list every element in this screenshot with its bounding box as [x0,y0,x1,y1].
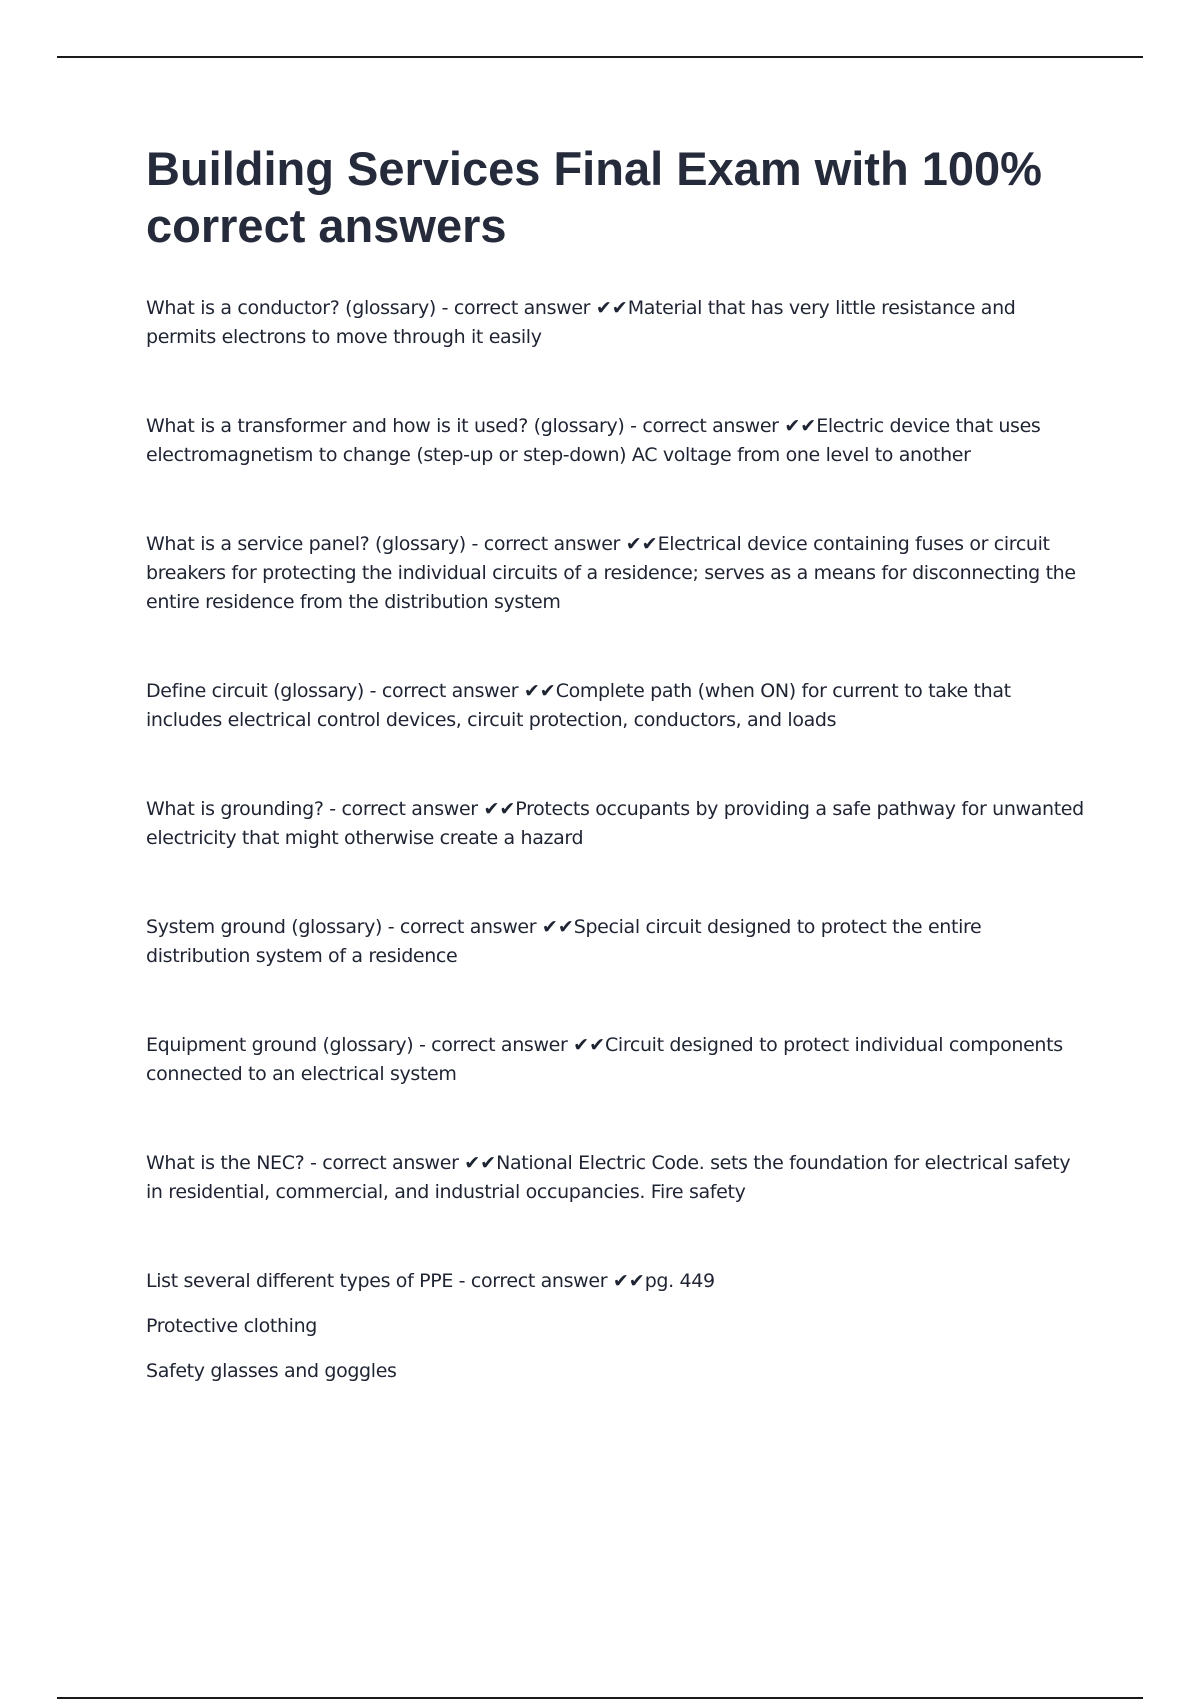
answer-separator: - correct answer [323,798,484,820]
answer-text: Electrical device containing fuses or circuit breakers for protecting the individual circuits of a residence; serves as a means for disconnecting the entire residence from the distribution system [146,533,1076,613]
question-text: System ground (glossary) [146,916,383,938]
check-mark-icon: ✔✔ [464,1152,497,1174]
answer-text: Electric device that uses electromagnetism to change (step-up or step-down) AC voltage from one level to another [146,415,1041,466]
document-body [146,140,1086,1402]
answer-text: Circuit designed to protect individual components connected to an electrical system [146,1034,1063,1085]
check-mark-icon: ✔✔ [523,680,556,702]
qa-item [146,294,1086,352]
answer-text: Special circuit designed to protect the entire distribution system of a residence [146,916,982,967]
question-text: What is a conductor? (glossary) [146,297,436,319]
qa-item [146,677,1086,735]
question-text: Equipment ground (glossary) [146,1034,414,1056]
answer-text: National Electric Code. sets the foundation for electrical safety in residential, commercial, and industrial occupancies. Fire safety [146,1152,1071,1203]
question-text: List several different types of PPE [146,1270,453,1292]
question-text: Define circuit (glossary) [146,680,364,702]
qa-item [146,1267,1086,1296]
qa-item [146,1031,1086,1089]
question-text: What is a service panel? (glossary) [146,533,466,555]
bottom-rule [57,1697,1143,1699]
qa-item [146,1149,1086,1207]
answer-separator: - correct answer [435,297,596,319]
answer-text: Material that has very little resistance and permits electrons to move through it easily [146,297,1016,348]
qa-item [146,530,1086,617]
check-mark-icon: ✔✔ [483,798,516,820]
qa-item [146,795,1086,853]
qa-item [146,412,1086,470]
check-mark-icon: ✔✔ [612,1270,645,1292]
qa-item [146,913,1086,971]
answer-separator: - correct answer [624,415,785,437]
answer-separator: - correct answer [363,680,524,702]
question-text: What is a transformer and how is it used? (glossary) [146,415,625,437]
answer-text: Protects occupants by providing a safe pathway for unwanted electricity that might otherwise create a hazard [146,798,1084,849]
check-mark-icon: ✔✔ [541,916,574,938]
check-mark-icon: ✔✔ [595,297,628,319]
ppe-sub-item: Safety glasses and goggles [146,1360,397,1382]
answer-separator: - correct answer [465,533,626,555]
document-title: Building Services Final Exam with 100% correct answers [146,142,1042,252]
question-text: What is grounding? [146,798,324,820]
check-mark-icon: ✔✔ [784,415,817,437]
check-mark-icon: ✔✔ [625,533,658,555]
question-text: What is the NEC? [146,1152,305,1174]
answer-separator: - correct answer [452,1270,613,1292]
answer-separator: - correct answer [382,916,542,938]
answer-separator: - correct answer [413,1034,574,1056]
ppe-sub-item: Protective clothing [146,1315,318,1337]
qa-list [146,294,1086,1386]
answer-text: Complete path (when ON) for current to take that includes electrical control devices, circuit protection, conductors, and loads [146,680,1011,731]
answer-text: pg. 449 [644,1270,715,1292]
answer-separator: - correct answer [304,1152,465,1174]
top-rule [57,56,1143,58]
check-mark-icon: ✔✔ [573,1034,605,1056]
